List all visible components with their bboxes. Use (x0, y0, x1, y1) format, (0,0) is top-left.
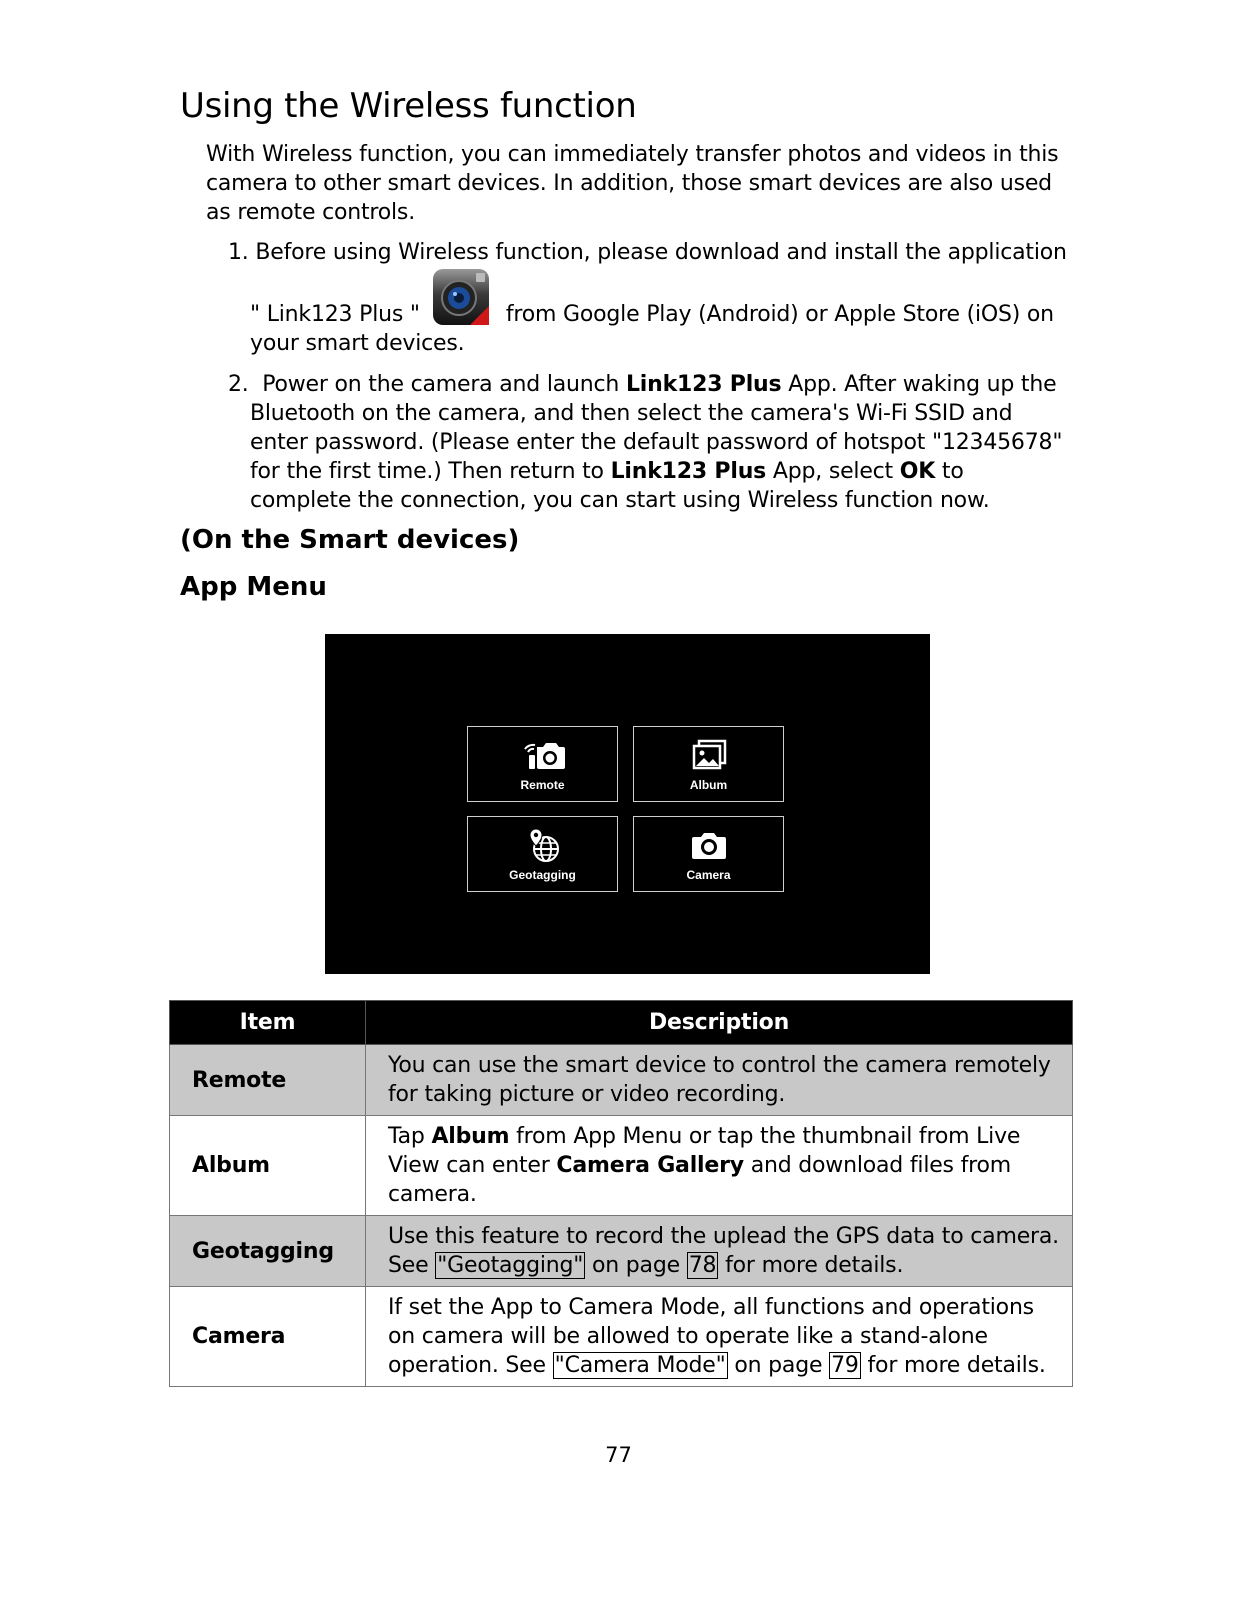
step2-t3: Bluetooth on the camera, and then select the camera's Wi-Fi SSID and enter password. (Please enter the default password of hotspot "12345678" for the first time.) Then return to (250, 401, 1063, 484)
tile-remote[interactable] (467, 726, 618, 802)
table-row (170, 1116, 1073, 1216)
description-cell (366, 1216, 1073, 1287)
smart-devices-heading: (On the Smart devices) (180, 525, 520, 555)
header-description: Description (366, 1001, 1073, 1045)
tile-label: Remote (520, 778, 565, 792)
store-text: from Google Play (Android) or Apple Store (iOS) on (505, 302, 1054, 327)
tile-label: Album (689, 778, 728, 792)
item-cell: Remote (170, 1045, 366, 1116)
app-menu-heading: App Menu (180, 572, 327, 602)
step1-text: 1. Before using Wireless function, please download and install the application (228, 240, 1067, 265)
geotagging-link[interactable]: "Geotagging" (437, 1253, 584, 1278)
desc-bold: Album (431, 1124, 510, 1149)
desc-text: If set the App to Camera Mode, all functions and operations on camera will be allowed to operate like a stand-alone operation. See (388, 1295, 1034, 1378)
tile-label: Camera (686, 868, 731, 882)
item-cell: Album (170, 1116, 366, 1216)
step1-text-line3: your smart devices. (250, 331, 465, 356)
item-cell: Geotagging (170, 1216, 366, 1287)
app-menu-screenshot (325, 634, 930, 974)
remote-camera-icon (521, 735, 565, 775)
desc-text: Use this feature to record the uplead the GPS data to camera. See (388, 1224, 1059, 1278)
step2-app-name: Link123 Plus (625, 372, 782, 397)
desc-text: on page (585, 1253, 687, 1278)
header-item: Item (170, 1001, 366, 1045)
app-name-quote: " Link123 Plus " (250, 302, 420, 327)
desc-text: on page (727, 1353, 830, 1378)
desc-text: and download files from camera. (388, 1153, 1012, 1207)
step2-ok: OK (899, 459, 936, 484)
step2-text (228, 370, 1068, 515)
album-icon (687, 735, 731, 775)
step2-t1: Power on the camera and launch (262, 372, 626, 397)
step2-t5: to complete the connection, you can start using Wireless function now. (250, 459, 990, 513)
desc-text: for more details. (718, 1253, 904, 1278)
tile-album[interactable] (633, 726, 784, 802)
intro-paragraph: With Wireless function, you can immediately transfer photos and videos in this camera to other smart devices. In addition, those smart devices are also used as remote controls. (206, 142, 1059, 225)
item-cell: Camera (170, 1287, 366, 1387)
step1-text-line2 (250, 300, 1054, 329)
geotagging-icon (521, 825, 565, 865)
table-row (170, 1216, 1073, 1287)
tile-camera[interactable] (633, 816, 784, 892)
page-78-link[interactable]: 78 (688, 1253, 717, 1278)
description-cell: You can use the smart device to control the camera remotely for taking picture or video recording. (366, 1045, 1073, 1116)
desc-text: for more details. (860, 1353, 1046, 1378)
description-cell (366, 1116, 1073, 1216)
feature-table (169, 1000, 1073, 1387)
table-row (170, 1045, 1073, 1116)
camera-icon (687, 825, 731, 865)
step2-t2: App. After waking up the (781, 372, 1057, 397)
page-79-link[interactable]: 79 (831, 1353, 859, 1378)
camera-mode-link[interactable]: "Camera Mode" (554, 1353, 726, 1378)
table-header-row (170, 1001, 1073, 1045)
desc-bold: Camera Gallery (556, 1153, 744, 1178)
step2-app-name-2: Link123 Plus (610, 459, 767, 484)
tile-geotagging[interactable] (467, 816, 618, 892)
table-row (170, 1287, 1073, 1387)
description-cell (366, 1287, 1073, 1387)
page-title: Using the Wireless function (180, 86, 637, 126)
step2-number: 2. (228, 372, 249, 397)
desc-text: Tap (388, 1124, 432, 1149)
step2-t4: App, select (766, 459, 900, 484)
tile-label: Geotagging (509, 868, 576, 882)
page-number: 77 (605, 1443, 632, 1467)
desc-text: from App Menu or tap the thumbnail from Live View can enter (388, 1124, 1021, 1178)
